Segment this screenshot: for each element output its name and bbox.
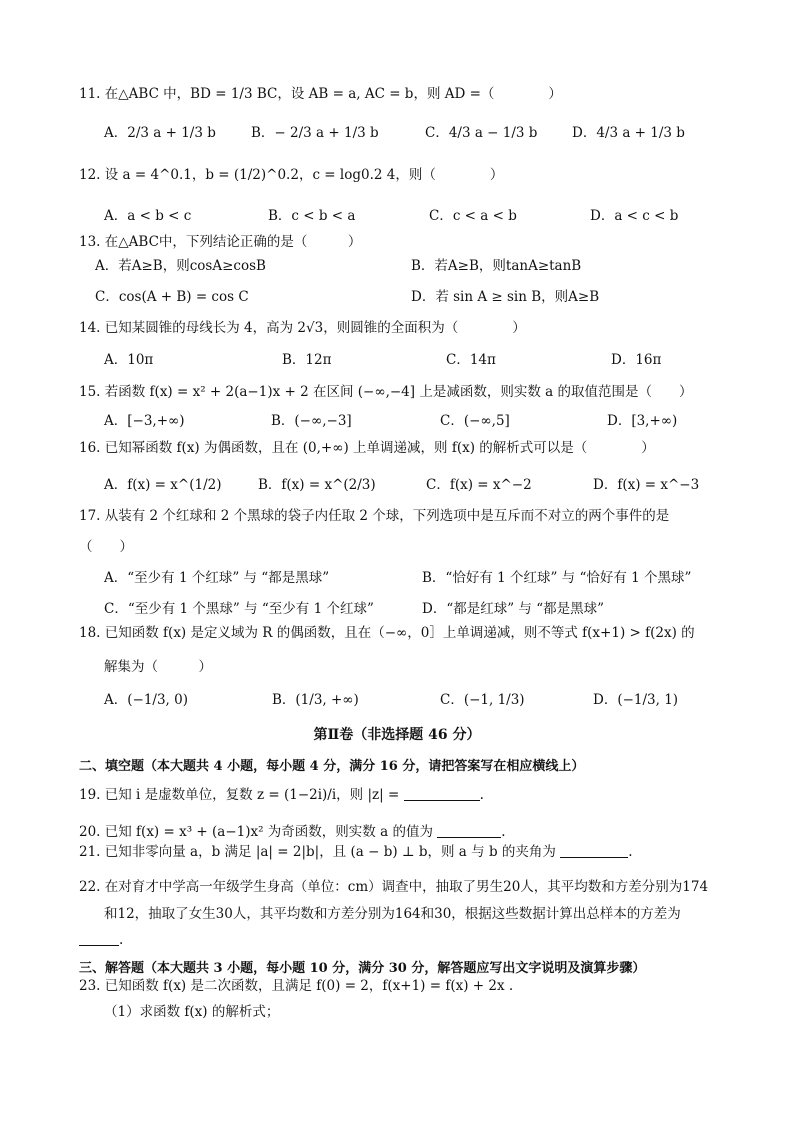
q22-answer-line <box>79 930 123 950</box>
q14-option-c: C．14π <box>446 352 496 368</box>
q17-stem-cont: （ ） <box>79 539 133 555</box>
q19-period: . <box>479 787 484 803</box>
q17-option-b: B．“恰好有 1 个红球” 与 “恰好有 1 个黑球” <box>422 570 692 586</box>
q15-option-b: B．(−∞,−3] <box>271 413 352 429</box>
q11-option-a: A．2/3 a + 1/3 b <box>104 125 216 141</box>
q18-stem: 18. 已知函数 f(x) 是定义域为 R 的偶函数，且在（−∞，0］上单调递减，则不等式 f(x+1) > f(2x) 的 <box>79 625 695 641</box>
q21-answer-blank[interactable] <box>560 843 628 858</box>
q13-option-c: C．cos(A + B) = cos C <box>95 289 249 305</box>
q23-stem: 23. 已知函数 f(x) 是二次函数，且满足 f(0) = 2，f(x+1) = f(x) + 2x . <box>79 978 514 994</box>
q11-stem: 11. 在△ABC 中，BD = 1/3 BC，设 AB = a, AC = b，则 AD =（ ） <box>79 86 562 102</box>
q23-part1: （1）求函数 f(x) 的解析式； <box>104 1004 280 1020</box>
q17-option-a: A．“至少有 1 个红球” 与 “都是黑球” <box>104 570 330 586</box>
q16-option-d: D．f(x) = x^−3 <box>593 477 700 493</box>
q19-text: 19. 已知 i 是虚数单位，复数 z = (1−2i)/i，则 |z| = <box>79 787 400 803</box>
q20-period: . <box>501 824 506 840</box>
q13-option-b: B．若A≥B，则tanA≥tanB <box>411 258 582 274</box>
q14-option-d: D．16π <box>611 352 662 368</box>
q18-option-c: C．(−1, 1/3) <box>440 692 525 708</box>
q13-option-d: D．若 sin A ≥ sin B，则A≥B <box>411 289 600 305</box>
q13-option-a: A．若A≥B，则cosA≥cosB <box>95 258 266 274</box>
q18-option-a: A．(−1/3, 0) <box>104 692 188 708</box>
q17-option-c: C．“至少有 1 个黑球” 与 “至少有 1 个红球” <box>104 601 374 617</box>
q20-text: 20. 已知 f(x) = x³ + (a−1)x² 为奇函数，则实数 a 的值为 <box>79 824 433 840</box>
q16-option-c: C．f(x) = x^−2 <box>426 477 532 493</box>
q18-option-b: B．(1/3, +∞) <box>272 692 359 708</box>
q16-option-b: B．f(x) = x^(2/3) <box>258 477 376 493</box>
q14-stem: 14. 已知某圆锥的母线长为 4，高为 2√3，则圆锥的全面积为（ ） <box>79 320 526 336</box>
q19-answer-blank[interactable] <box>404 786 480 801</box>
q12-option-b: B．c < b < a <box>268 208 356 224</box>
q17-stem: 17. 从装有 2 个红球和 2 个黑球的袋子内任取 2 个球，下列选项中是互斥而不对立的两个事件的是 <box>79 508 670 524</box>
q18-stem-cont: 解集为（ ） <box>104 659 212 675</box>
q15-option-d: D．[3,+∞) <box>607 413 678 429</box>
q11-option-b: B．− 2/3 a + 1/3 b <box>251 125 379 141</box>
q22-stem: 22. 在对育才中学高一年级学生身高（单位：cm）调查中，抽取了男生20人，其平均数和方差分别为174 <box>79 879 709 895</box>
q15-option-c: C．(−∞,5] <box>440 413 510 429</box>
q11-option-c: C．4/3 a − 1/3 b <box>425 125 538 141</box>
q21-text: 21. 已知非零向量 a，b 满足 |a| = 2|b|，且 (a − b) ⊥ b，则 a 与 b 的夹角为 <box>79 844 556 860</box>
q20-stem <box>79 822 506 842</box>
q22-period: . <box>119 932 124 948</box>
q12-option-d: D．a < c < b <box>590 208 679 224</box>
q19-stem <box>79 785 484 805</box>
q13-stem: 13. 在△ABC中，下列结论正确的是（ ） <box>79 234 362 250</box>
q22-stem-cont: 和12，抽取了女生30人，其平均数和方差分别为164和30，根据这些数据计算出总样本的方差为 <box>104 906 681 922</box>
q16-option-a: A．f(x) = x^(1/2) <box>104 477 222 493</box>
section3-header: 三、解答题（本大题共 3 小题，每小题 10 分，满分 30 分，解答题应写出文字说明及演算步骤） <box>79 961 646 976</box>
q18-option-d: D．(−1/3, 1) <box>593 692 679 708</box>
q16-stem: 16. 已知幂函数 f(x) 为偶函数，且在 (0,+∞) 上单调递减，则 f(x) 的解析式可以是（ ） <box>79 440 655 456</box>
q21-period: . <box>628 844 633 860</box>
q21-stem <box>79 842 632 862</box>
q20-answer-blank[interactable] <box>437 823 501 838</box>
part2-title: 第Ⅱ卷（非选择题 46 分） <box>313 727 481 743</box>
q14-option-a: A．10π <box>104 352 154 368</box>
q15-stem: 15. 若函数 f(x) = x² + 2(a−1)x + 2 在区间 (−∞,−4] 上是减函数，则实数 a 的取值范围是（ ） <box>79 384 693 400</box>
q17-option-d: D．“都是红球” 与 “都是黑球” <box>422 601 605 617</box>
q14-option-b: B．12π <box>282 352 332 368</box>
q11-option-d: D．4/3 a + 1/3 b <box>572 125 685 141</box>
q12-option-a: A．a < b < c <box>104 208 192 224</box>
q15-option-a: A．[−3,+∞) <box>104 413 185 429</box>
q22-answer-blank[interactable] <box>79 931 119 946</box>
section2-header: 二、填空题（本大题共 4 小题，每小题 4 分，满分 16 分，请把答案写在相应横线上） <box>79 759 585 774</box>
q12-option-c: C．c < a < b <box>429 208 517 224</box>
q12-stem: 12. 设 a = 4^0.1，b = (1/2)^0.2，c = log0.2 4，则（ ） <box>79 167 504 183</box>
